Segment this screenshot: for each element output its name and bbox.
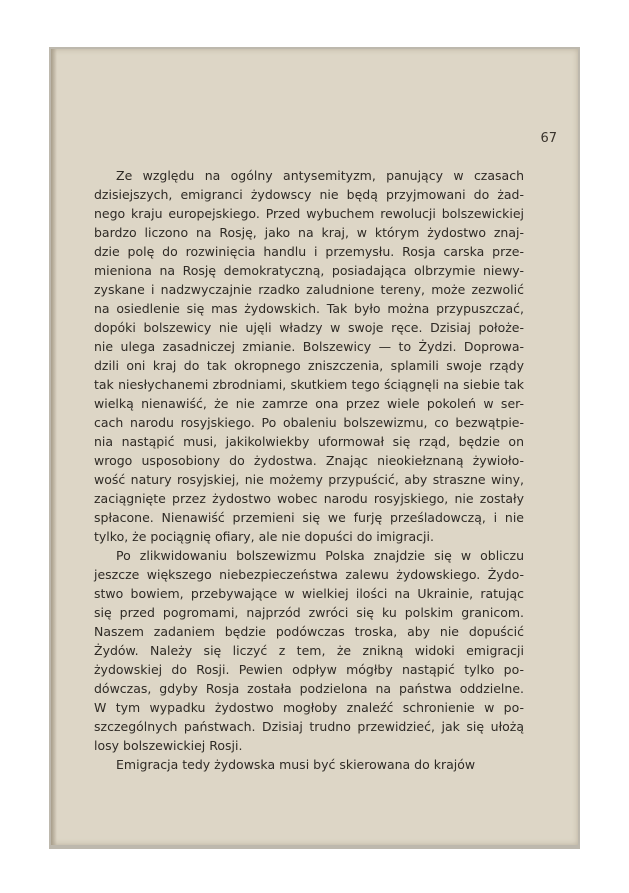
text-line: Naszem zadaniem będzie podówczas troska, aby nie dopuścić <box>94 624 524 639</box>
text-line: spłacone. Nienawiść przemieni się we furję prześladowczą, i nie <box>94 510 524 525</box>
text-line: dzie polę do rozwinięcia handlu i przemysłu. Rosja carska prze- <box>94 244 524 259</box>
paragraph <box>94 546 524 755</box>
text-line: wrogo usposobiony do żydostwa. Znając nieokiełznaną żywioło- <box>94 453 524 468</box>
text-line: zyskane i nadzwyczajnie rzadko zaludnione tereny, może zezwolić <box>94 282 524 297</box>
paragraph <box>94 755 524 774</box>
text-line: jeszcze większego niebezpieczeństwa zalewu żydowskiego. Żydo- <box>94 567 524 582</box>
body-text <box>94 166 524 774</box>
text-line: stwo bowiem, przebywające w wielkiej ilości na Ukrainie, ratując <box>94 586 524 601</box>
text-line: Po zlikwidowaniu bolszewizmu Polska znajdzie się w obliczu <box>116 548 524 563</box>
text-line: dzili oni kraj do tak okropnego zniszczenia, splamili swoje rządy <box>94 358 524 373</box>
text-line: nie ulega zasadniczej zmianie. Bolszewicy — to Żydzi. Doprowa- <box>94 339 524 354</box>
page-number: 67 <box>540 131 557 146</box>
text-line: W tym wypadku żydostwo mogłoby znaleźć schronienie w po- <box>94 700 524 715</box>
text-line: Emigracja tedy żydowska musi być skierowana do krajów <box>116 757 476 772</box>
text-line: nego kraju europejskiego. Przed wybuchem rewolucji bolszewickiej <box>94 206 524 221</box>
page-gutter-shadow <box>51 49 57 845</box>
text-line: cach narodu rosyjskiego. Po obaleniu bolszewizmu, co bezwątpie- <box>94 415 524 430</box>
text-line: dówczas, gdyby Rosja została podzielona na państwa oddzielne. <box>94 681 524 696</box>
text-line: zaciągnięte przez żydostwo wobec narodu rosyjskiego, nie zostały <box>94 491 524 506</box>
book-page <box>51 49 578 845</box>
text-line: tak niesłychanemi zbrodniami, skutkiem tego ściągnęli na siebie tak <box>94 377 524 392</box>
text-line: bardzo liczono na Rosję, jako na kraj, w którym żydostwo znaj- <box>94 225 524 240</box>
text-line: dopóki bolszewicy nie ujęli władzy w swoje ręce. Dzisiaj położe- <box>94 320 524 335</box>
text-line: nia nastąpić musi, jakikolwiekby uformował się rząd, będzie on <box>94 434 524 449</box>
text-line: żydowskiej do Rosji. Pewien odpływ mógłby nastąpić tylko po- <box>94 662 524 677</box>
text-line: szczególnych państwach. Dzisiaj trudno przewidzieć, jak się ułożą <box>94 719 524 734</box>
text-line: Żydów. Należy się liczyć z tem, że znikną widoki emigracji <box>94 643 524 658</box>
text-line: się przed pogromami, najprzód zwróci się ku polskim granicom. <box>94 605 524 620</box>
text-line: na osiedlenie się mas żydowskich. Tak było można przypuszczać, <box>94 301 524 316</box>
text-line: wielką nienawiść, że nie zamrze ona przez wiele pokoleń w ser- <box>94 396 524 411</box>
text-line: Ze względu na ogólny antysemityzm, panujący w czasach <box>116 168 524 183</box>
text-line: losy bolszewickiej Rosji. <box>94 738 243 753</box>
text-line: dzisiejszych, emigranci żydowscy nie będą przyjmowani do żad- <box>94 187 524 202</box>
text-line: tylko, że pociągnię ofiary, ale nie dopuści do imigracji. <box>94 529 434 544</box>
text-line: mieniona na Rosję demokratyczną, posiadająca olbrzymie niewy- <box>94 263 524 278</box>
paragraph <box>94 166 524 546</box>
text-line: wość natury rosyjskiej, nie możemy przypuścić, aby straszne winy, <box>94 472 524 487</box>
